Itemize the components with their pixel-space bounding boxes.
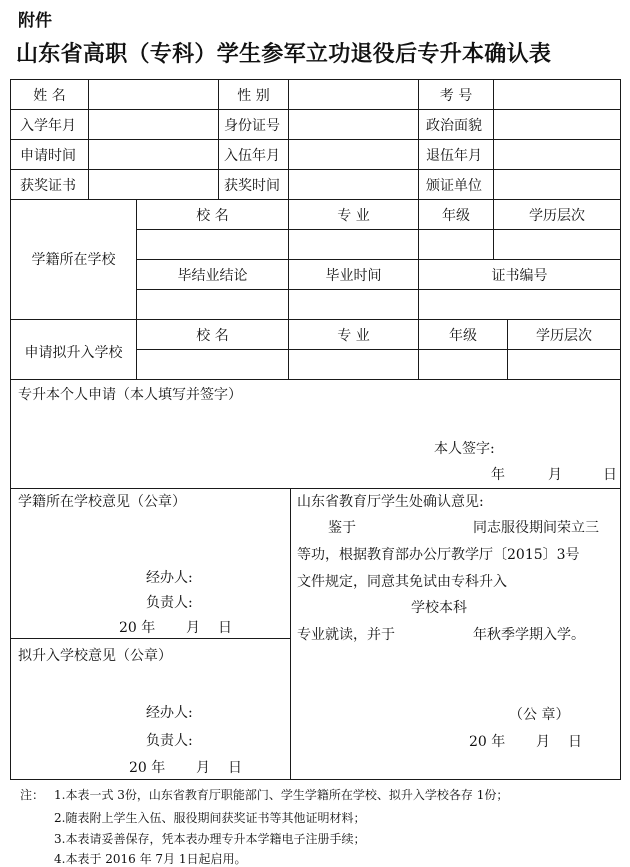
school-opinion-year: 20 年 <box>119 620 156 636</box>
label-award-cert: 获奖证书 <box>20 178 76 194</box>
attachment-label: 附件 <box>18 11 52 31</box>
personal-date-month: 月 <box>548 467 562 483</box>
label-apply-date: 申请时间 <box>20 148 76 164</box>
label-issuer: 颁证单位 <box>426 178 482 194</box>
col-school-name: 校 名 <box>196 208 229 224</box>
target-opinion-responsible: 负责人: <box>146 733 193 749</box>
note-3: 3.本表请妥善保存，凭本表办理专升本学籍电子注册手续； <box>54 832 366 846</box>
label-current-school: 学籍所在学校 <box>31 252 116 268</box>
edu-dept-month: 月 <box>536 734 550 750</box>
edu-dept-day: 日 <box>568 734 582 750</box>
note-2: 2.随表附上学生入伍、服役期间获奖证书等其他证明材料； <box>54 811 366 825</box>
edu-dept-line3: 文件规定，同意其免试由专科升入 <box>297 574 507 590</box>
edu-dept-line5a: 专业就读，并于 <box>297 627 395 643</box>
label-exam-no: 考 号 <box>439 88 473 104</box>
edu-dept-line1a: 鉴于 <box>328 520 356 536</box>
target-opinion-month: 月 <box>196 760 210 776</box>
target-col-major: 专 业 <box>337 328 370 344</box>
edu-dept-seal: （公 章） <box>509 707 570 723</box>
school-opinion-month: 月 <box>186 620 200 636</box>
form-title: 山东省高职（专科）学生参军立功退役后专升本确认表 <box>16 42 552 67</box>
school-opinion-day: 日 <box>218 620 232 636</box>
label-discharge-date: 退伍年月 <box>426 148 482 164</box>
school-opinion-responsible: 负责人: <box>146 595 193 611</box>
label-id-no: 身份证号 <box>224 118 280 134</box>
note-4: 4.本表于 2016 年 7月 1日起启用。 <box>54 852 247 866</box>
edu-dept-title: 山东省教育厅学生处确认意见: <box>297 494 484 510</box>
col-major: 专 业 <box>337 208 370 224</box>
edu-dept-line1b: 同志服役期间荣立三 <box>473 520 599 536</box>
col-grad-date: 毕业时间 <box>325 268 382 284</box>
school-opinion-handler: 经办人: <box>146 570 193 586</box>
notes-prefix: 注： <box>20 788 45 802</box>
col-grade: 年级 <box>442 208 470 224</box>
label-award-date: 获奖时间 <box>224 178 280 194</box>
edu-dept-line2: 等功，根据教育部办公厅教学厅〔2015〕3号 <box>297 547 580 563</box>
edu-dept-year: 20 年 <box>469 734 506 750</box>
label-political: 政治面貌 <box>426 118 482 134</box>
personal-application-title: 专升本个人申请（本人填写并签字） <box>18 387 242 403</box>
label-enlist-date: 入伍年月 <box>224 148 280 164</box>
personal-date-year: 年 <box>491 467 505 483</box>
label-enroll-date: 入学年月 <box>20 118 76 134</box>
col-grad-conclusion: 毕结业结论 <box>177 268 248 284</box>
target-opinion-day: 日 <box>228 760 242 776</box>
label-target-school: 申请拟升入学校 <box>24 345 123 361</box>
target-opinion-title: 拟升入学校意见（公章） <box>18 648 172 664</box>
label-name: 姓 名 <box>33 88 66 104</box>
target-col-school-name: 校 名 <box>196 328 229 344</box>
personal-signature-label: 本人签字: <box>434 441 495 457</box>
target-col-grade: 年级 <box>449 328 477 344</box>
target-col-edu-level: 学历层次 <box>536 328 592 344</box>
school-opinion-title: 学籍所在学校意见（公章） <box>18 494 186 510</box>
note-1: 1.本表一式 3份，山东省教育厅职能部门、学生学籍所在学校、拟升入学校各存 1份； <box>54 788 509 802</box>
edu-dept-line5b: 年秋季学期入学。 <box>473 627 585 643</box>
label-gender: 性 别 <box>237 88 270 104</box>
personal-date-day: 日 <box>603 467 617 483</box>
col-cert-no: 证书编号 <box>491 268 548 284</box>
col-edu-level: 学历层次 <box>529 208 585 224</box>
target-opinion-handler: 经办人: <box>146 705 193 721</box>
target-opinion-year: 20 年 <box>129 760 166 776</box>
edu-dept-line4: 学校本科 <box>411 600 467 616</box>
